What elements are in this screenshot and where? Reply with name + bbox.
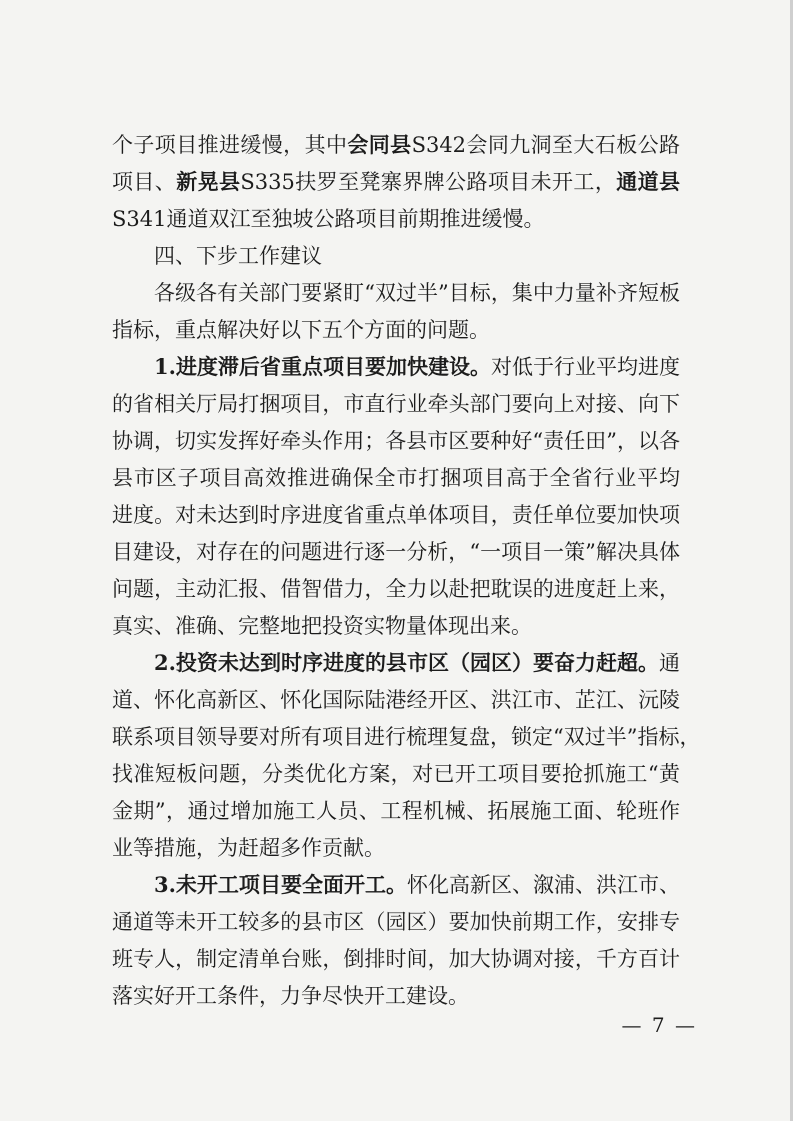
text-line: 班专人，制定清单台账，倒排时间，加大协调对接，千方百计 [112, 947, 680, 971]
text-line: S341通道双江至独坡公路项目前期推进缓慢。 [112, 207, 545, 231]
text-line: 个子项目推进缓慢，其中会同县S342会同九洞至大石板公路 [112, 132, 681, 157]
section-heading-text: 四、下步工作建议 [154, 244, 322, 268]
text-line: 落实好开工条件，力争尽快开工建设。 [112, 984, 469, 1008]
text-line: 的省相关厅局打捆项目，市直行业牵头部门要向上对接、向下 [112, 392, 680, 416]
text-line: 道、怀化高新区、怀化国际陆港经开区、洪江市、芷江、沅陵 [112, 688, 680, 712]
text-line: 找准短板问题，分类优化方案，对已开工项目要抢抓施工“黄 [112, 762, 680, 786]
text-line: 项目、新晃县S335扶罗至凳寨界牌公路项目未开工，通道县 [112, 169, 681, 194]
text-line: 2.投资未达到时序进度的县市区（园区）要奋力赶超。通 [154, 650, 680, 675]
text-line: 各级各有关部门要紧盯“双过半”目标，集中力量补齐短板 [154, 281, 680, 305]
text-line: 3.未开工项目要全面开工。怀化高新区、溆浦、洪江市、 [154, 872, 681, 897]
text-line: 真实、准确、完整地把投资实物量体现出来。 [112, 614, 532, 638]
text-line: 金期”，通过增加施工人员、工程机械、拓展施工面、轮班作 [112, 799, 680, 823]
text-line: 目建设，对存在的问题进行逐一分析，“一项目一策”解决具体 [112, 540, 680, 564]
text-line: 问题，主动汇报、借智借力，全力以赴把耽误的进度赶上来， [112, 577, 680, 601]
text-line: 进度。对未达到时序进度省重点单体项目，责任单位要加快项 [112, 503, 680, 527]
text-line: 1.进度滞后省重点项目要加快建设。对低于行业平均进度 [154, 354, 681, 379]
text-line: 联系项目领导要对所有项目进行梳理复盘，锁定“双过半”指标， [112, 725, 701, 749]
page-number: — 7 — [621, 1013, 697, 1037]
text-line: 县市区子项目高效推进确保全市打捆项目高于全省行业平均 [112, 466, 680, 490]
text-line: 业等措施，为赶超多作贡献。 [112, 836, 385, 860]
text-line: 协调，切实发挥好牵头作用；各县市区要种好“责任田”，以各 [112, 429, 680, 453]
text-line: 指标，重点解决好以下五个方面的问题。 [112, 318, 490, 342]
text-line: 通道等未开工较多的县市区（园区）要加快前期工作，安排专 [112, 910, 680, 934]
